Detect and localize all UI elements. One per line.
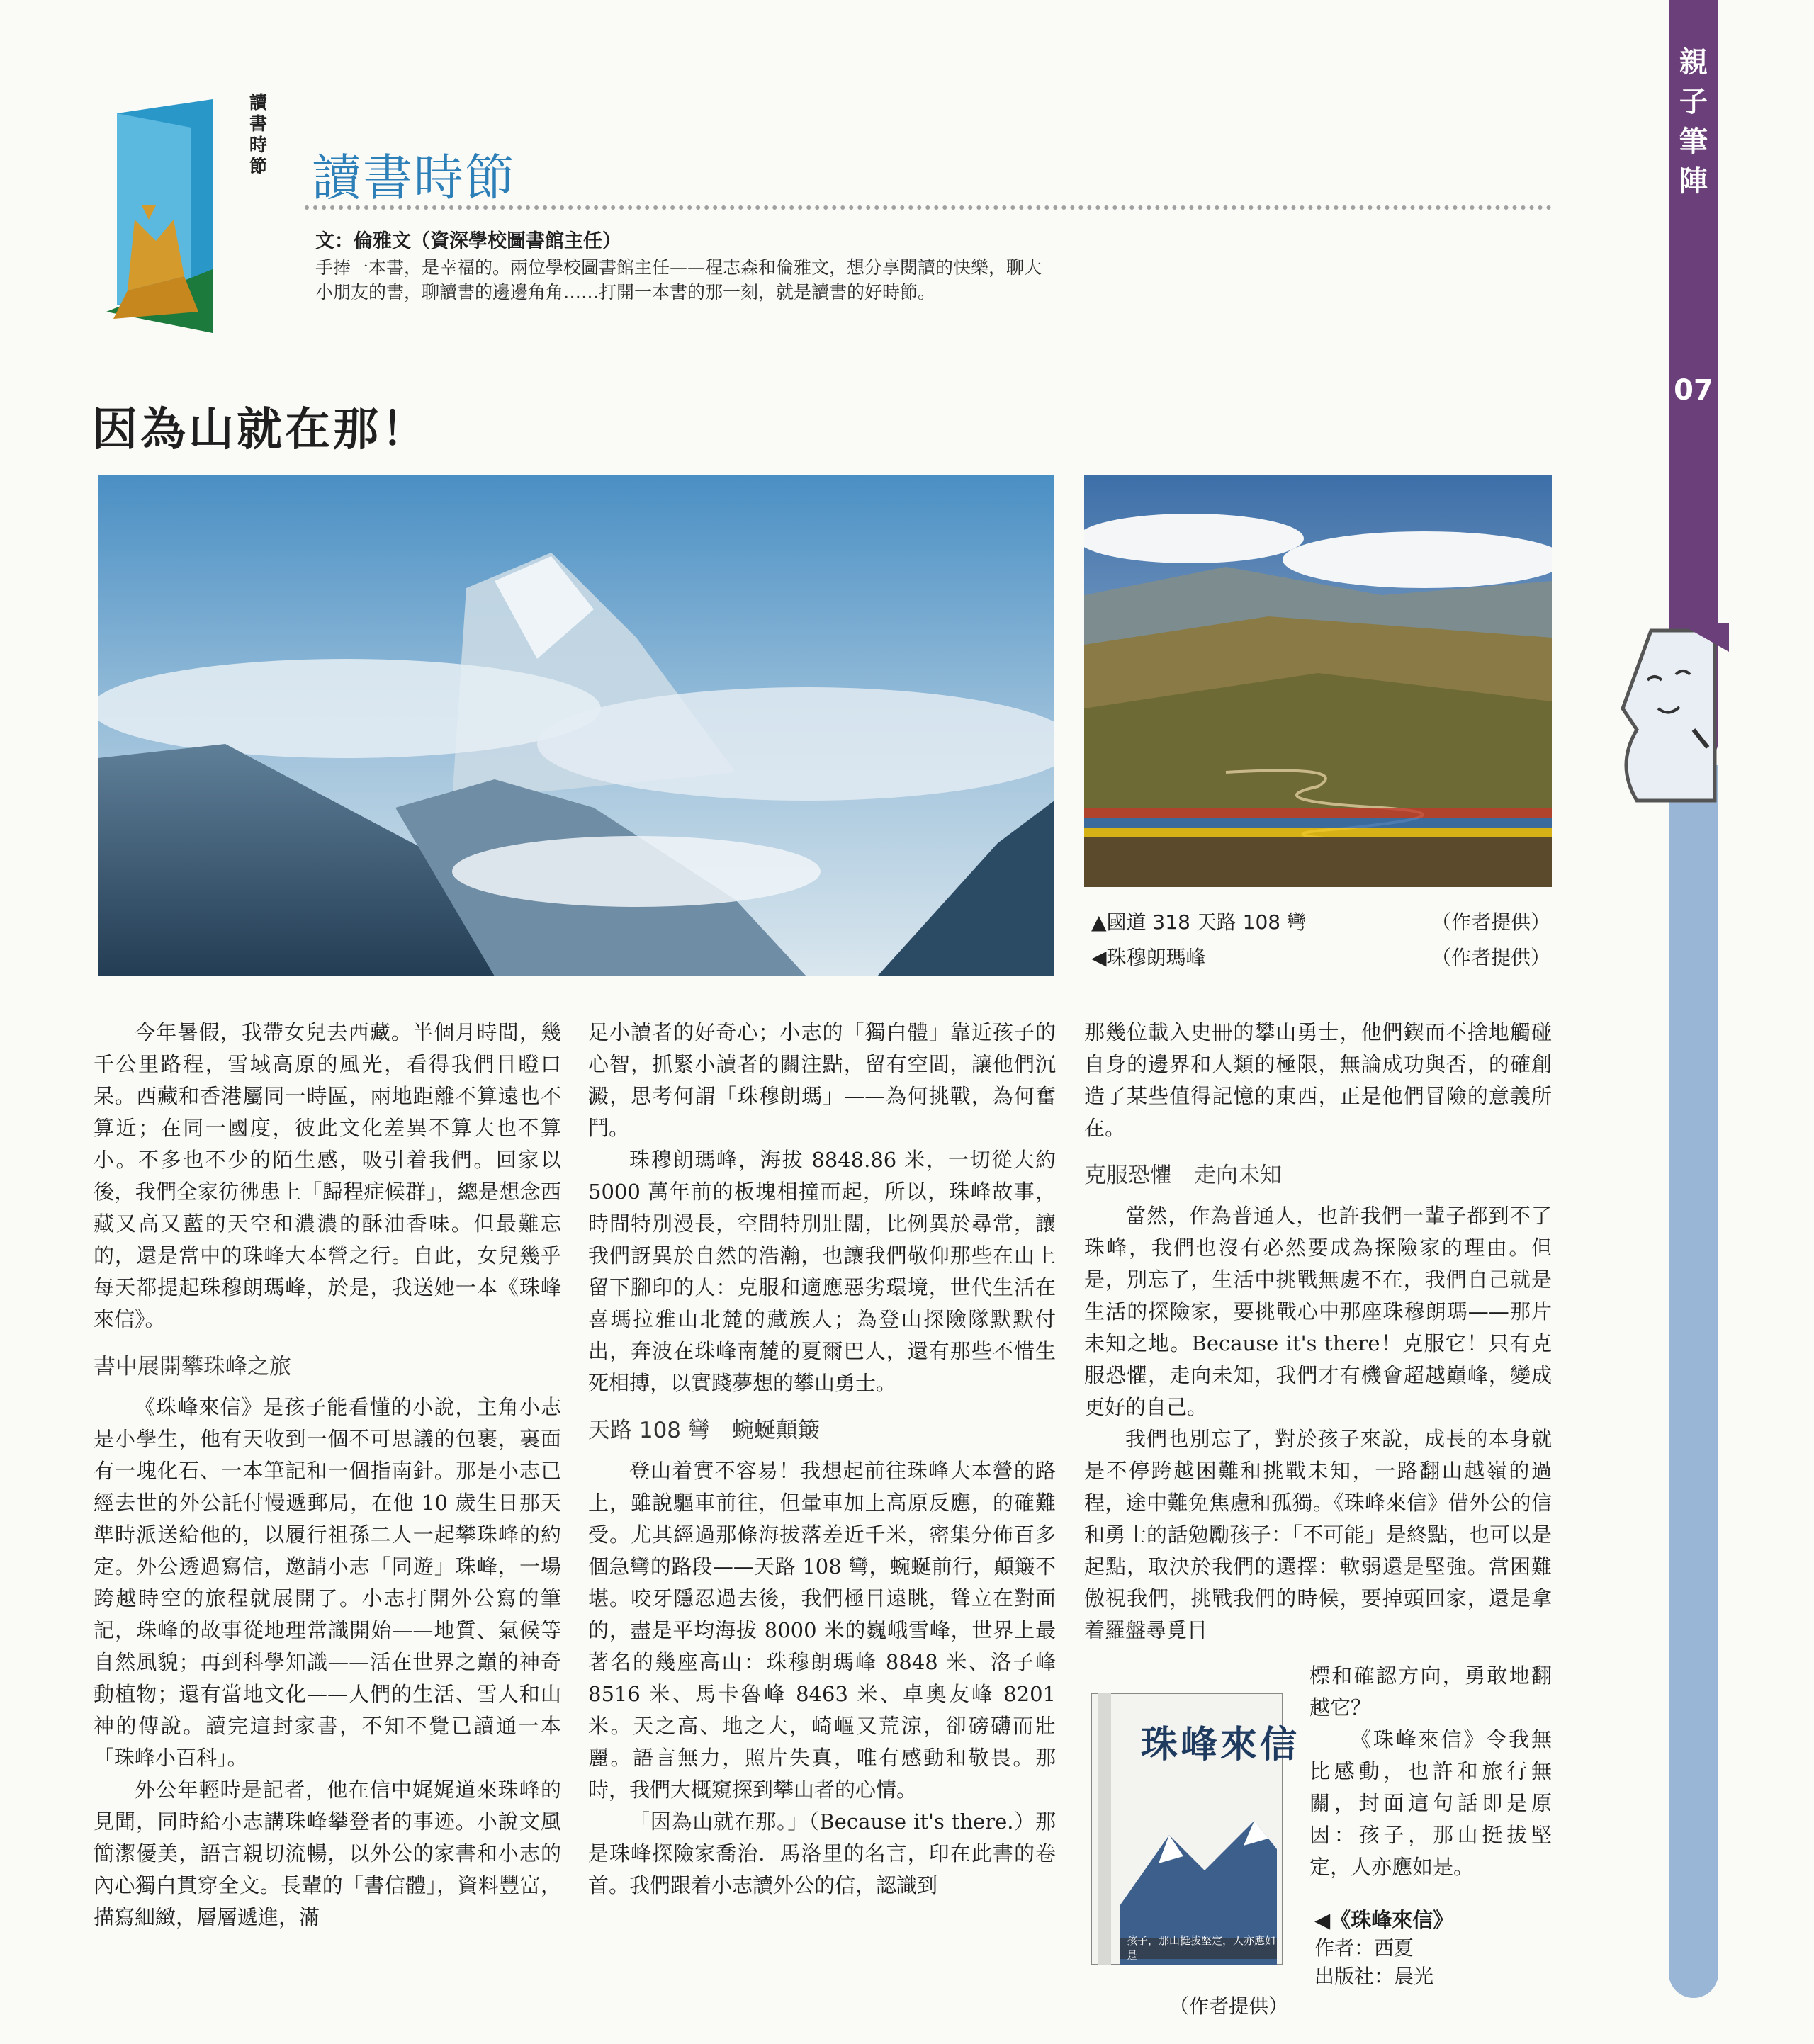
section-label: 親子筆陣	[1679, 46, 1708, 198]
paragraph: 那幾位載入史冊的攀山勇士，他們鍥而不捨地觸碰自身的邊界和人類的極限，無論成功與否，的確創造了某些值得記憶的東西，正是他們冒險的意義所在。	[1084, 1020, 1552, 1140]
paragraph: 外公年輕時是記者，他在信中娓娓道來珠峰的見聞，同時給小志講珠峰攀登者的事迹。小說文風簡潔優美，語言親切流暢，以外公的家書和小志的內心獨白貫穿全文。長輩的「書信體」，資料豐富，描寫細緻，層層遞進，滿	[94, 1778, 561, 1929]
subheading: 克服恐懼 走向未知	[1084, 1163, 1282, 1188]
caption-road-credit: （作者提供）	[1431, 910, 1551, 934]
paragraph: 我們也別忘了，對於孩子來說，成長的本身就是不停跨越困難和挑戰未知，一路翻山越嶺的過程，途中難免焦慮和孤獨。《珠峰來信》借外公的信和勇士的話勉勵孩子：「不可能」是終點，也可以是起點，取決於我們的選擇：軟弱還是堅強。當困難傲視我們，挑戰我們的時候，要掉頭回家，還是拿着羅盤尋覓目	[1084, 1427, 1552, 1642]
book-photo-credit: （作者提供）	[1169, 1994, 1289, 2018]
byline: 文：倫雅文（資深學校圖書館主任）	[315, 230, 621, 252]
caption-road: ▲國道 318 天路 108 彎	[1091, 910, 1307, 934]
book-info	[1314, 1906, 1453, 1991]
paragraph: 「因為山就在那。」（Because it's there.）那是珠峰探險家喬治．馬洛里的名言，印在此書的卷首。我們跟着小志讀外公的信，認識到	[588, 1809, 1056, 1897]
book-publisher: 出版社：晨光	[1314, 1965, 1434, 1988]
paragraph: 今年暑假，我帶女兒去西藏。半個月時間，幾千公里路程，雪域高原的風光，看得我們目瞪口呆。西藏和香港屬同一時區，兩地距離不算遠也不算近；在同一國度，彼此文化差異不算大也不算小。不多也不少的陌生感，吸引着我們。回家以後，我們全家彷彿患上「歸程症候群」，總是想念西藏又高又藍的天空和濃濃的酥油香味。但最難忘的，還是當中的珠峰大本營之行。自此，女兒幾乎每天都提起珠穆朗瑪峰，於是，我送她一本《珠峰來信》。	[94, 1020, 561, 1331]
article-headline: 因為山就在那！	[92, 403, 429, 456]
caption-everest-credit: （作者提供）	[1431, 946, 1551, 969]
paragraph: 《珠峰來信》是孩子能看懂的小說，主角小志是小學生，他有天收到一個不可思議的包裹，裏面有一塊化石、一本筆記和一個指南針。那是小志已經去世的外公託付慢遞郵局，在他 10 歲生日那天準時派送給他的，以履行祖孫二人一起攀珠峰的約定。外公透過寫信，邀請小志「同遊」珠峰，一場跨越時空的旅程就展開了。小志打開外公寫的筆記，珠峰的故事從地理常識開始——地質、氣候等自然風貌；再到科學知識——活在世界之巔的神奇動植物；還有當地文化——人們的生活、雪人和山神的傳說。讀完這封家書，不知不覺已讀通一本「珠峰小百科」。	[94, 1395, 561, 1770]
paragraph: 登山着實不容易！我想起前往珠峰大本營的路上，雖說驅車前往，但暈車加上高原反應，的確難受。尤其經過那條海拔落差近千米，密集分佈百多個急彎的路段——天路 108 彎，蜿蜒前行，顛簸不堪。咬牙隱忍過去後，我們極目遠眺，聳立在對面的，盡是平均海拔 8000 米的巍峨雪峰，世界上最著名的幾座高山：珠穆朗瑪峰 8848 米、洛子峰 8516 米、馬卡魯峰 8463 米、卓奧友峰 8201 米。天之高、地之大，崎嶇又荒涼，卻磅礴而壯麗。語言無力，照片失真，唯有感動和敬畏。那時，我們大概窺探到攀山者的心情。	[588, 1459, 1056, 1802]
column-intro: 手捧一本書，是幸福的。兩位學校圖書館主任——程志森和倫雅文，想分享閱讀的快樂，聊大小朋友的書，聊讀書的邊邊角角……打開一本書的那一刻，就是讀書的好時節。	[315, 257, 1042, 303]
book-cover-title: 珠峰來信	[1141, 1723, 1300, 1766]
logo-small-text: 讀書時節	[249, 92, 268, 176]
article-column-3	[1084, 1017, 1552, 1647]
caption-everest: ◀珠穆朗瑪峰	[1091, 946, 1206, 969]
road-108-photo	[1084, 475, 1552, 887]
paragraph: 足小讀者的好奇心；小志的「獨白體」靠近孩子的心智，抓緊小讀者的關注點，留有空間，讓他們沉澱，思考何謂「珠穆朗瑪」——為何挑戰，為何奮鬥。	[588, 1020, 1056, 1140]
column-logo-icon	[106, 99, 213, 340]
book-author: 作者：西夏	[1314, 1936, 1414, 1960]
side-tab	[1669, 0, 1718, 2044]
paragraph: 當然，作為普通人，也許我們一輩子都到不了珠峰，我們也沒有必然要成為探險家的理由。但是，別忘了，生活中挑戰無處不在，我們自己就是生活的探險家，要挑戰心中那座珠穆朗瑪——那片未知之地。Because it's there！克服它！只有克服恐懼，走向未知，我們才有機會超越巔峰，變成更好的自己。	[1084, 1204, 1552, 1419]
everest-photo	[98, 475, 1054, 976]
article-column-3-tail	[1309, 1660, 1552, 1883]
paragraph: 《珠峰來信》令我無比感動，也許和旅行無關，封面這句話即是原因：孩子，那山挺拔堅定，人亦應如是。	[1309, 1727, 1552, 1879]
side-tab-blue	[1669, 765, 1718, 1998]
column-title: 讀書時節	[312, 149, 516, 207]
mascot-face-icon	[1609, 623, 1729, 808]
book-cover-tagline: 孩子，那山挺拔堅定，人亦應如是	[1127, 1934, 1276, 1962]
paragraph: 標和確認方向，勇敢地翻越它？	[1309, 1664, 1552, 1720]
article-column-2	[588, 1017, 1056, 1902]
subheading: 書中展開攀珠峰之旅	[94, 1354, 291, 1379]
paragraph: 珠穆朗瑪峰，海拔 8848.86 米，一切從大約 5000 萬年前的板塊相撞而起，所以，珠峰故事，時間特別漫長，空間特別壯闊，比例異於尋常，讓我們訝異於自然的浩瀚，也讓我們敬仰那些在山上留下腳印的人：克服和適應惡劣環境，世代生活在喜瑪拉雅山北麓的藏族人；為登山探險隊默默付出，奔波在珠峰南麓的夏爾巴人，還有那些不惜生死相搏，以實踐夢想的攀山勇士。	[588, 1148, 1056, 1395]
book-title: ◀《珠峰來信》	[1314, 1908, 1454, 1932]
page-number: 07	[1674, 374, 1713, 407]
subheading: 天路 108 彎 蜿蜒顛簸	[588, 1418, 820, 1443]
dotted-divider	[305, 205, 1552, 210]
article-column-1	[94, 1017, 561, 1933]
